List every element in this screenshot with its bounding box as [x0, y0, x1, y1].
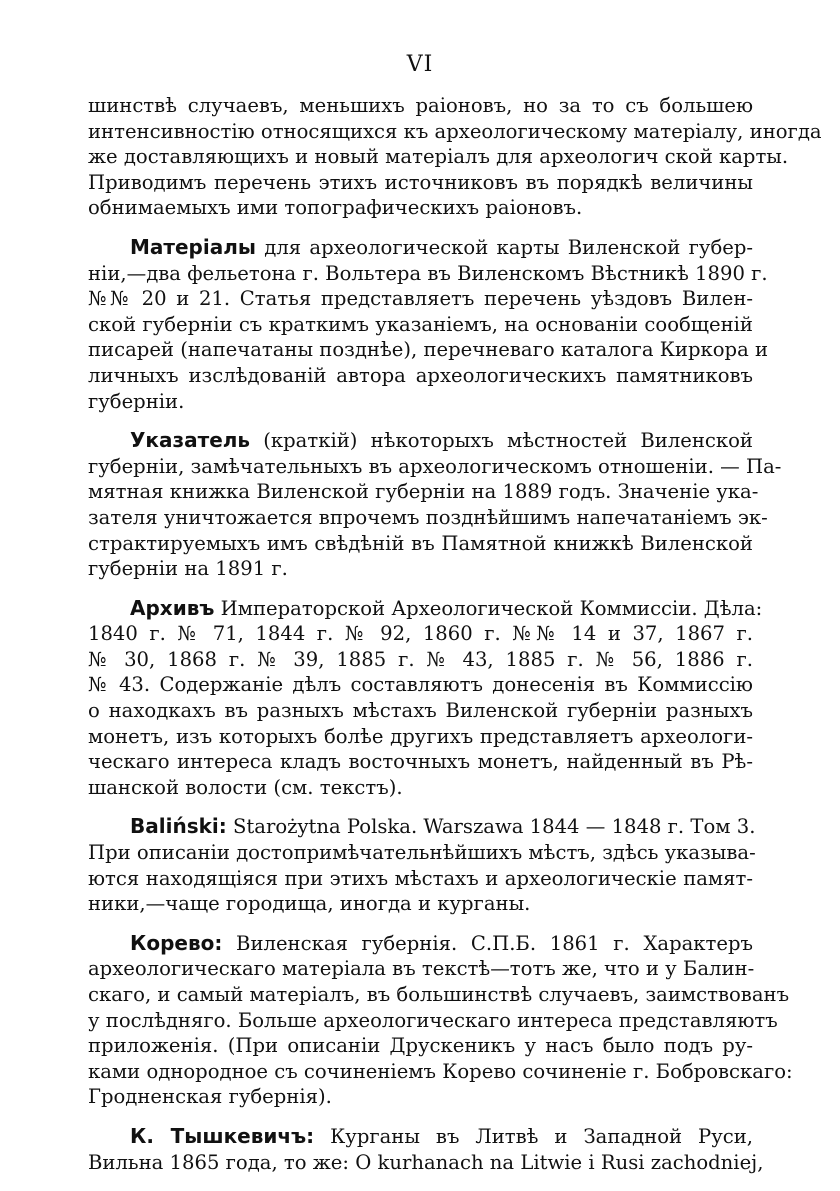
text-line	[88, 931, 753, 957]
line-text: № 30, 1868 г. № 39, 1885 г. № 43, 1885 г. № 56, 1886 г.	[88, 647, 753, 671]
line-text: ками однородное съ сочиненіемъ Корево сочиненіе г. Бобровскаго:	[88, 1059, 793, 1083]
line-text: Starożytna Polska. Warszawa 1844 — 1848 г. Том 3.	[226, 815, 756, 839]
line-text: шанской волости (см. текстъ).	[88, 775, 403, 799]
line-text: скаго, и самый матеріалъ, въ большинствѣ случаевъ, заимствованъ	[88, 983, 790, 1006]
text-line	[88, 1124, 753, 1150]
line-text: губерніи.	[88, 389, 185, 413]
text-line	[88, 814, 756, 840]
line-text: Императорской Археологической Коммиссіи. Дѣла:	[214, 596, 763, 620]
line-text: интенсивностію относящихся къ археологическому матеріалу, иногда	[88, 119, 822, 143]
paragraph	[88, 428, 782, 582]
line-text: шинствѣ случаевъ, меньшихъ раіоновъ, но за то съ большею	[88, 94, 753, 117]
text-line	[88, 337, 769, 363]
line-text: у послѣдняго. Больше археологическаго интереса представляютъ	[88, 1008, 778, 1032]
entry-heading: К. Тышкевичъ:	[130, 1123, 315, 1148]
paragraph	[88, 930, 793, 1110]
text-line	[88, 724, 753, 750]
line-text: При описаніи достопримѣчательнѣйшихъ мѣстъ, здѣсь указыва-	[88, 841, 756, 865]
entry-heading: Архивъ	[130, 595, 215, 620]
paragraph	[88, 814, 756, 916]
text-line	[88, 1084, 753, 1110]
text-line	[88, 775, 753, 801]
line-text: ніи,—два фельетона г. Вольтера въ Виленскомъ Вѣстникѣ 1890 г.	[88, 261, 768, 285]
line-text: (краткій) нѣкоторыхъ мѣстностей Виленской	[250, 429, 753, 453]
text-line	[88, 479, 759, 505]
text-line	[88, 170, 753, 196]
entry-heading: Корево:	[130, 930, 223, 955]
line-text: губерніи, замѣчательныхъ въ археологическомъ отношеніи. — Па-	[88, 454, 782, 478]
line-text: археологическаго матеріала въ текстѣ—тотъ же, что и у Балин-	[88, 957, 755, 981]
line-text: Приводимъ перечень этихъ источниковъ въ порядкѣ величины	[88, 170, 753, 194]
text-line	[88, 235, 753, 261]
text-line	[88, 286, 753, 312]
text-line	[88, 93, 753, 119]
line-text: №№ 20 и 21. Статья представляетъ перечень уѣздовъ Вилен-	[88, 287, 753, 311]
text-line	[88, 891, 753, 917]
line-text: ческаго интереса кладъ восточныхъ монетъ, найденный въ Рѣ-	[88, 750, 753, 774]
line-text: ники,—чаще городища, иногда и курганы.	[88, 892, 531, 916]
paragraph	[88, 595, 763, 801]
text-line	[88, 1150, 764, 1176]
text-line	[88, 749, 753, 775]
entry-heading: Указатель	[130, 428, 251, 453]
line-text: 1840 г. № 71, 1844 г. № 92, 1860 г. №№ 14 и 37, 1867 г.	[88, 622, 753, 646]
text-line	[88, 1008, 778, 1034]
line-text: ются находящіяся при этихъ мѣстахъ и археологическіе памят-	[88, 866, 753, 890]
text-line	[88, 982, 790, 1008]
line-text: для археологической карты Виленской губер-	[255, 235, 753, 259]
paragraph	[88, 234, 769, 414]
line-text: зателя уничтожается впрочемъ позднѣйшимъ напечатаніемъ эк-	[88, 505, 768, 529]
text-line	[88, 647, 753, 673]
line-text: писарей (напечатаны позднѣе), перечневаго каталога Киркора и	[88, 338, 769, 362]
paragraph	[88, 93, 822, 221]
text-line	[88, 621, 753, 647]
text-line	[88, 454, 782, 480]
line-text: Виленская губернія. С.П.Б. 1861 г. Характеръ	[222, 931, 753, 955]
line-text: № 43. Содержаніе дѣлъ составляютъ донесенія въ Коммиссію	[88, 673, 753, 697]
text-line	[88, 119, 822, 145]
text-line	[88, 195, 753, 221]
text-line	[88, 531, 753, 557]
line-text: же доставляющихъ и новый матеріалъ для археологич ской карты.	[88, 145, 789, 169]
line-text: монетъ, изъ которыхъ болѣе другихъ представляетъ археологи-	[88, 724, 753, 748]
text-line	[88, 866, 753, 892]
line-text: ской губерніи съ краткимъ указаніемъ, на основаніи сообщеній	[88, 312, 753, 336]
line-text: Курганы въ Литвѣ и Западной Руси,	[314, 1124, 753, 1148]
line-text: личныхъ изслѣдованій автора археологическихъ памятниковъ	[88, 363, 753, 387]
line-text: мятная книжка Виленской губерніи на 1889 годъ. Значеніе ука-	[88, 480, 759, 504]
text-line	[88, 144, 789, 170]
entry-heading: Матеріалы	[130, 234, 256, 259]
text-line	[88, 261, 768, 287]
line-text: о находкахъ въ разныхъ мѣстахъ Виленской губерніи разныхъ	[88, 699, 753, 723]
page-number: VI	[406, 52, 434, 77]
body-text	[88, 93, 822, 1189]
text-line	[88, 312, 753, 338]
text-line	[88, 556, 753, 582]
line-text: обнимаемыхъ ими топографическихъ раіоновъ.	[88, 196, 583, 220]
paragraph	[88, 1123, 764, 1175]
text-line	[88, 389, 753, 415]
line-text: страктируемыхъ имъ свѣдѣній въ Памятной книжкѣ Виленской	[88, 531, 753, 555]
text-line	[88, 840, 756, 866]
text-line	[88, 956, 753, 982]
text-line	[88, 505, 768, 531]
text-line	[88, 698, 753, 724]
text-line	[88, 363, 753, 389]
text-line	[88, 1033, 753, 1059]
line-text: приложенія. (При описаніи Друскеникъ у насъ было подъ ру-	[88, 1034, 753, 1058]
text-line	[88, 428, 753, 454]
line-text: губерніи на 1891 г.	[88, 557, 288, 581]
text-line	[88, 1059, 793, 1085]
line-text: Гродненская губернія).	[88, 1085, 332, 1109]
text-line	[88, 595, 763, 622]
entry-heading: Baliński:	[130, 814, 227, 839]
text-line	[88, 672, 753, 698]
line-text: Вильна 1865 года, то же: О kurhanach na Litwie i Rusi zachodniej,	[88, 1150, 764, 1174]
